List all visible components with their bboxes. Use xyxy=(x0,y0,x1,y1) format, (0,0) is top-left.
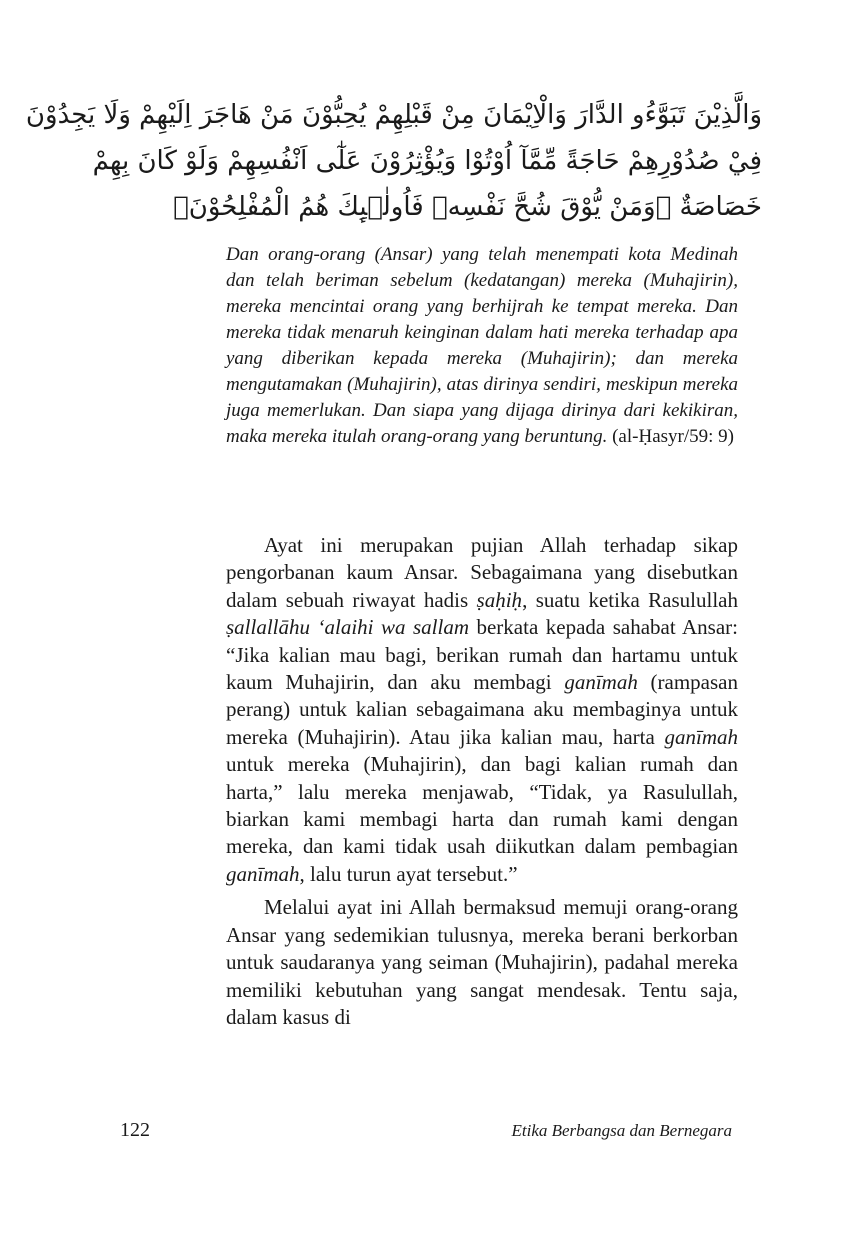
text-span: berkata kepada sahabat Ansar: “Jika kalian mau bagi, berikan rumah dan hartamu untuk kaum Muhajirin, dan aku membagi xyxy=(226,615,738,695)
quran-verse xyxy=(25,92,762,230)
italic-term: ganīmah xyxy=(664,724,738,749)
text-span: , suatu ketika Rasulullah xyxy=(522,587,738,612)
text-span: untuk mereka (Muhajirin), dan bagi kalian rumah dan harta,” lalu mereka menjawab, “Tidak, ya Rasulullah, biarkan kami membagi harta dan rumah kami dengan mereka, dan kami tidak usah diikutkan dalam pembagian xyxy=(226,752,738,859)
quran-verse-line: فِيْ صُدُوْرِهِمْ حَاجَةً مِّمَّآ اُوْتُوْا وَيُؤْثِرُوْنَ عَلٰٓى اَنْفُسِهِمْ وَلَوْ كَانَ بِهِمْ xyxy=(92,146,762,176)
page-number: 122 xyxy=(120,1119,150,1141)
body-text xyxy=(226,532,738,1031)
text-span: , lalu turun ayat tersebut.” xyxy=(299,861,518,886)
paragraph: Melalui ayat ini Allah bermaksud memuji orang-orang Ansar yang sedemikian tulusnya, mereka berani berkorban untuk saudaranya yang seiman (Muhajirin), padahal mereka memiliki kebutuhan yang sangat mendesak. Tentu saja, dalam kasus di xyxy=(226,895,738,1029)
italic-term: ganīmah xyxy=(564,670,638,695)
quran-verse-line: وَالَّذِيْنَ تَبَوَّءُو الدَّارَ وَالْاِيْمَانَ مِنْ قَبْلِهِمْ يُحِبُّوْنَ مَنْ هَاجَرَ اِلَيْهِمْ وَلَا يَجِدُوْنَ xyxy=(25,100,762,130)
italic-term: ganīmah xyxy=(226,861,300,886)
paragraph xyxy=(226,532,738,888)
italic-term: ṣaḥiḥ xyxy=(476,587,523,612)
verse-reference: (al-Ḥasyr/59: 9) xyxy=(612,426,734,447)
verse-translation xyxy=(226,242,738,450)
running-footer-title: Etika Berbangsa dan Bernegara xyxy=(511,1121,732,1140)
italic-term: ṣallallāhu ‘alaihi wa sallam xyxy=(226,615,469,640)
text-span: (rampasan perang) untuk kalian sebagaimana aku membaginya untuk mereka (Muhajirin). Atau jika kalian mau, harta xyxy=(226,670,738,749)
translation-text: Dan orang-orang (Ansar) yang telah menempati kota Medinah dan telah beriman sebelum (kedatangan) mereka (Muhajirin), mereka mencintai orang yang berhijrah ke tempat mereka. Dan mereka tidak menaruh keinginan dalam hati mereka terhadap apa yang diberikan kepada mereka (Muhajirin); dan mereka mengutamakan (Muhajirin), atas dirinya sendiri, meskipun mereka juga memerlukan. Dan siapa yang dijaga dirinya dari kekikiran, maka mereka itulah orang-orang yang beruntung. xyxy=(226,244,738,447)
text-span: Ayat ini merupakan pujian Allah terhadap sikap pengorbanan kaum Ansar. Sebagaimana yang disebutkan dalam sebuah riwayat hadis xyxy=(226,533,738,612)
quran-verse-line: خَصَاصَةٌ ۗوَمَنْ يُّوْقَ شُحَّ نَفْسِهٖ فَاُولٰۤىِٕكَ هُمُ الْمُفْلِحُوْنَۚ xyxy=(173,192,762,222)
